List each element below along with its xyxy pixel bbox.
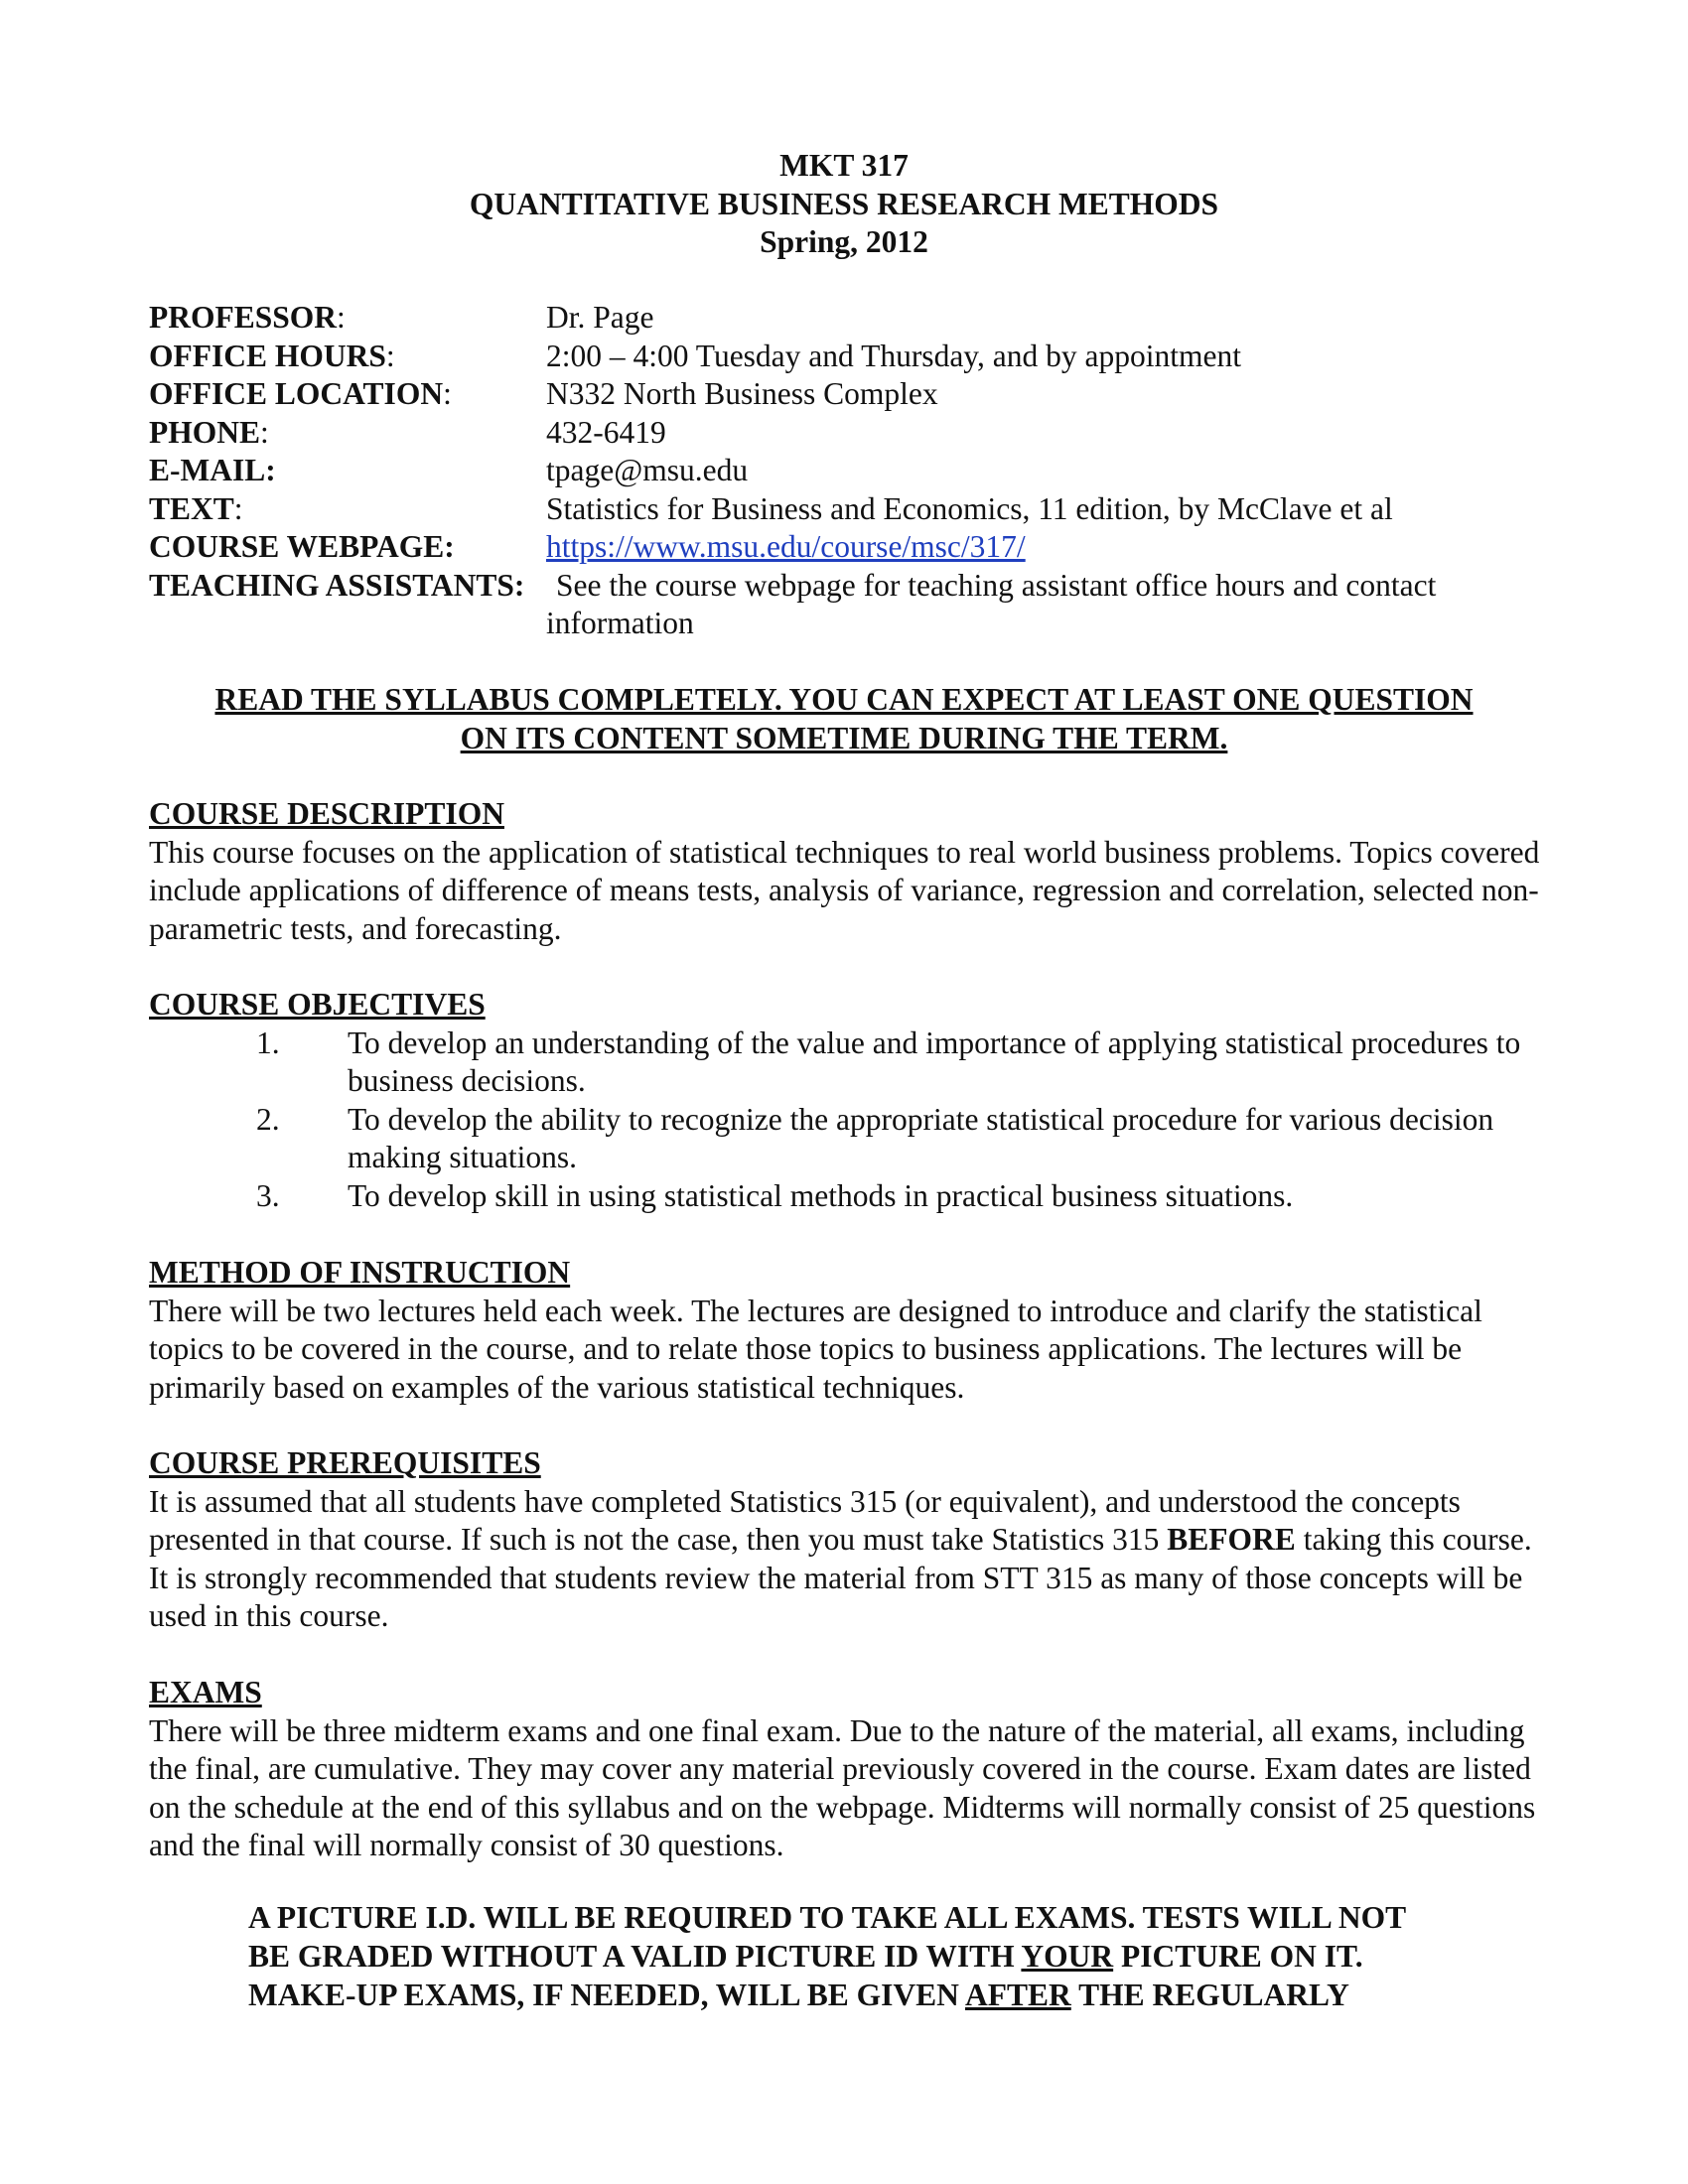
- teaching-assistants-label: TEACHING ASSISTANTS:: [149, 567, 525, 603]
- section-heading: METHOD OF INSTRUCTION: [149, 1255, 571, 1290]
- webpage-label: COURSE WEBPAGE:: [149, 529, 455, 564]
- id-notice-line-3: [248, 1976, 1539, 2014]
- section-body: [149, 1483, 1549, 1636]
- teaching-assistants-value-cont: information: [546, 606, 694, 640]
- office-location-value: N332 North Business Complex: [546, 376, 938, 411]
- phone-label: PHONE: [149, 414, 261, 450]
- syllabus-notice: [149, 681, 1539, 757]
- course-code: MKT 317: [779, 148, 909, 183]
- info-row-office-hours: OFFICE HOURS: 2:00 – 4:00 Tuesday and Thursday, and by appointment: [149, 338, 1539, 376]
- prereq-text-bold: BEFORE: [1167, 1522, 1296, 1557]
- list-item-text: To develop the ability to recognize the appropriate statistical procedure for various decision making situations.: [348, 1101, 1494, 1174]
- list-number: 3.: [256, 1177, 280, 1213]
- prereq-text-b: taking this course. It is strongly recommended that students review the material from STT 315 as many of those concepts will be used in this course.: [149, 1522, 1532, 1633]
- professor-value: Dr. Page: [546, 300, 654, 335]
- info-row-email: [149, 452, 1539, 490]
- id-notice-text: PICTURE ON IT.: [1113, 1939, 1363, 1974]
- info-row-teaching-assistants: [149, 567, 1539, 606]
- section-course-objectives: [149, 986, 1549, 1215]
- office-hours-label: OFFICE HOURS: [149, 338, 386, 373]
- id-notice-emphasis: AFTER: [965, 1978, 1071, 2012]
- section-body: This course focuses on the application of statistical techniques to real world business problems. Topics covered include applications of difference of means tests, analysis of variance, regression and correlation, selected non-parametric tests, and forecasting.: [149, 834, 1540, 946]
- teaching-assistants-value: See the course webpage for teaching assistant office hours and contact: [556, 567, 1437, 603]
- info-row-text: TEXT: Statistics for Business and Economics, 11 edition, by McClave et al: [149, 490, 1539, 529]
- section-body: There will be two lectures held each week. The lectures are designed to introduce and clarify the statistical topics to be covered in the course, and to relate those topics to business applications. The lectures will be primarily based on examples of the various statistical techniques.: [149, 1293, 1482, 1405]
- section-course-description: [149, 795, 1549, 948]
- list-item: [149, 1101, 1549, 1177]
- section-heading: COURSE OBJECTIVES: [149, 987, 486, 1022]
- document-title-block: [0, 147, 1688, 262]
- email-label: E-MAIL:: [149, 453, 276, 487]
- course-info-table: [149, 299, 1539, 643]
- text-label: TEXT: [149, 490, 234, 526]
- textbook-value: Statistics for Business and Economics, 11 edition, by McClave et al: [546, 490, 1393, 526]
- objectives-list: [149, 1024, 1549, 1216]
- course-term: Spring, 2012: [760, 224, 928, 259]
- id-notice-line-1: A PICTURE I.D. WILL BE REQUIRED TO TAKE ALL EXAMS. TESTS WILL NOT: [248, 1900, 1407, 1935]
- list-item-text: To develop skill in using statistical methods in practical business situations.: [348, 1177, 1294, 1213]
- list-item: [149, 1177, 1549, 1216]
- prereq-text-a: It is assumed that all students have completed Statistics 315 (or equivalent), and understood the concepts presented in that course. If such is not the case, then you must take Statistics 315: [149, 1483, 1461, 1557]
- list-item-text: To develop an understanding of the value and importance of applying statistical procedures to business decisions.: [348, 1024, 1521, 1098]
- id-notice-text: MAKE-UP EXAMS, IF NEEDED, WILL BE GIVEN: [248, 1978, 965, 2012]
- info-row-professor: PROFESSOR: Dr. Page: [149, 299, 1539, 338]
- notice-line-2: ON ITS CONTENT SOMETIME DURING THE TERM.: [460, 720, 1228, 755]
- section-exams: [149, 1674, 1549, 1865]
- list-number: 2.: [256, 1101, 280, 1137]
- course-title: QUANTITATIVE BUSINESS RESEARCH METHODS: [469, 186, 1219, 221]
- id-notice-line-2: [248, 1937, 1539, 1976]
- id-notice-text: BE GRADED WITHOUT A VALID PICTURE ID WITH: [248, 1939, 1022, 1974]
- list-number: 1.: [256, 1024, 280, 1060]
- section-course-prerequisites: [149, 1444, 1549, 1636]
- professor-label: PROFESSOR: [149, 300, 338, 335]
- section-body: There will be three midterm exams and one final exam. Due to the nature of the material, all exams, including the final, are cumulative. They may cover any material previously covered in the course. Exam dates are listed on the schedule at the end of this syllabus and on the webpage. Midterms will normally consist of 25 questions and the final will normally consist of 30 questions.: [149, 1712, 1536, 1862]
- section-heading: COURSE DESCRIPTION: [149, 796, 504, 831]
- id-notice-emphasis: YOUR: [1021, 1939, 1114, 1974]
- info-row-office-location: OFFICE LOCATION: N332 North Business Complex: [149, 375, 1539, 414]
- phone-value: 432-6419: [546, 414, 666, 450]
- info-row-phone: PHONE: 432-6419: [149, 414, 1539, 453]
- id-notice-text: THE REGULARLY: [1070, 1978, 1349, 2012]
- section-method-of-instruction: [149, 1254, 1549, 1407]
- office-location-label: OFFICE LOCATION: [149, 376, 444, 411]
- notice-line-1: READ THE SYLLABUS COMPLETELY. YOU CAN EXPECT AT LEAST ONE QUESTION: [214, 682, 1474, 717]
- email-value: tpage@msu.edu: [546, 453, 749, 487]
- list-item: [149, 1024, 1549, 1101]
- office-hours-value: 2:00 – 4:00 Tuesday and Thursday, and by appointment: [546, 338, 1241, 373]
- picture-id-notice: [248, 1898, 1539, 2014]
- course-webpage-link[interactable]: https://www.msu.edu/course/msc/317/: [546, 529, 1026, 564]
- section-heading: EXAMS: [149, 1675, 262, 1709]
- section-heading: COURSE PREREQUISITES: [149, 1445, 541, 1480]
- info-row-webpage: [149, 528, 1539, 567]
